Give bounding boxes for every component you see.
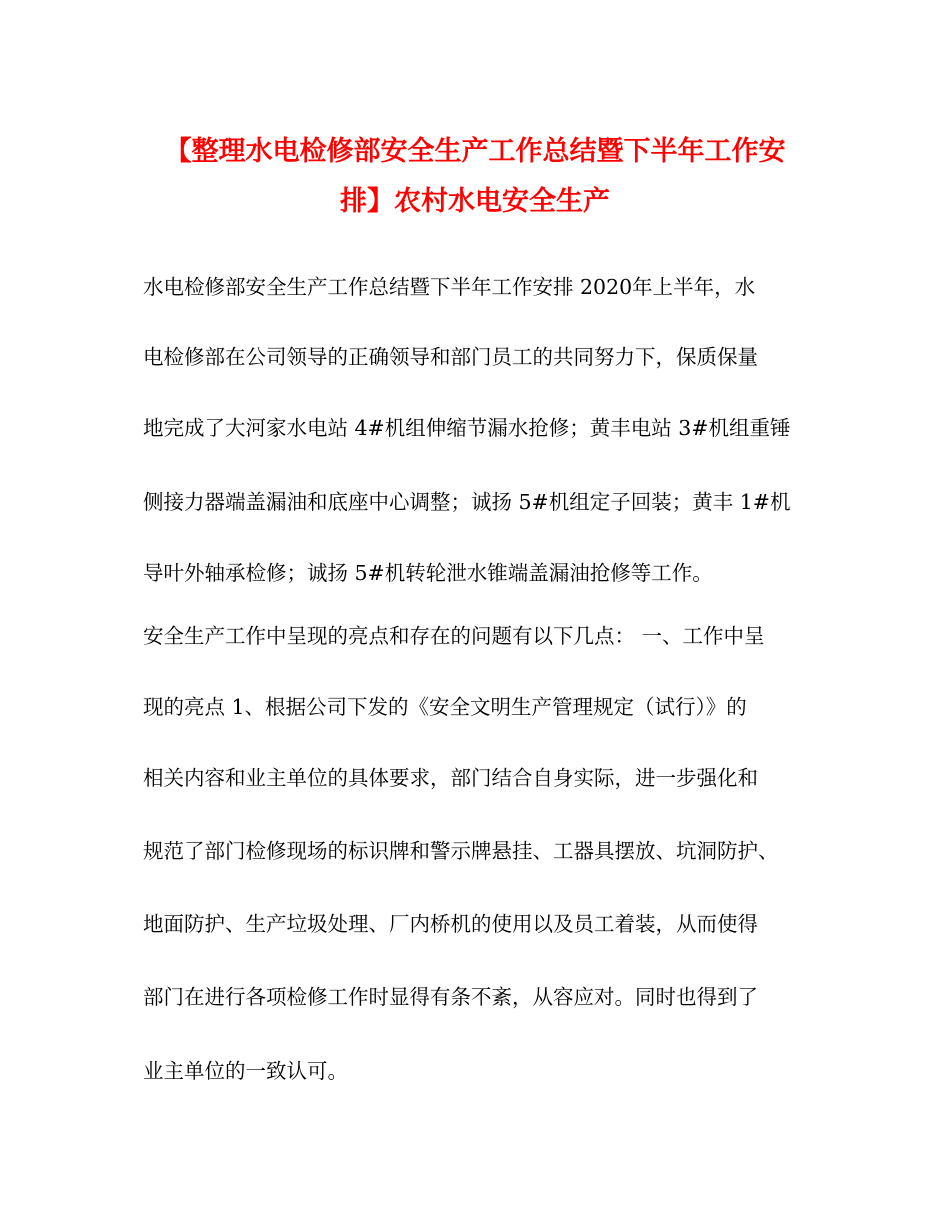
paragraph-line-7: 现的亮点 1、根据公司下发的《安全文明生产管理规定（试行）》的 [143,695,747,719]
document-title-line-2: 排】农村水电安全生产 [340,186,610,217]
paragraph-line-6: 安全生产工作中呈现的亮点和存在的问题有以下几点： 一、工作中呈 [143,624,765,648]
paragraph-line-11: 部门在进行各项检修工作时显得有条不紊，从容应对。同时也得到了 [143,985,758,1009]
paragraph-line-10: 地面防护、生产垃圾处理、厂内桥机的使用以及员工着装，从而使得 [143,912,758,936]
paragraph-line-5: 导叶外轴承检修；诚扬 5#机转轮泄水锥端盖漏油抢修等工作。 [143,561,713,585]
paragraph-line-8: 相关内容和业主单位的具体要求，部门结合自身实际，进一步强化和 [143,766,758,790]
paragraph-line-4: 侧接力器端盖漏油和底座中心调整；诚扬 5#机组定子回装；黄丰 1#机 [143,490,791,514]
paragraph-line-1: 水电检修部安全生产工作总结暨下半年工作安排 2020年上半年，水 [143,275,756,299]
paragraph-line-9: 规范了部门检修现场的标识牌和警示牌悬挂、工器具摆放、坑洞防护、 [143,839,779,863]
paragraph-line-12: 业主单位的一致认可。 [143,1059,348,1083]
paragraph-line-2: 电检修部在公司领导的正确领导和部门员工的共同努力下，保质保量 [143,345,758,369]
document-title-line-1: 【整理水电检修部安全生产工作总结暨下半年工作安 [164,136,786,167]
paragraph-line-3: 地完成了大河家水电站 4#机组伸缩节漏水抢修；黄丰电站 3#机组重锤 [143,416,791,440]
